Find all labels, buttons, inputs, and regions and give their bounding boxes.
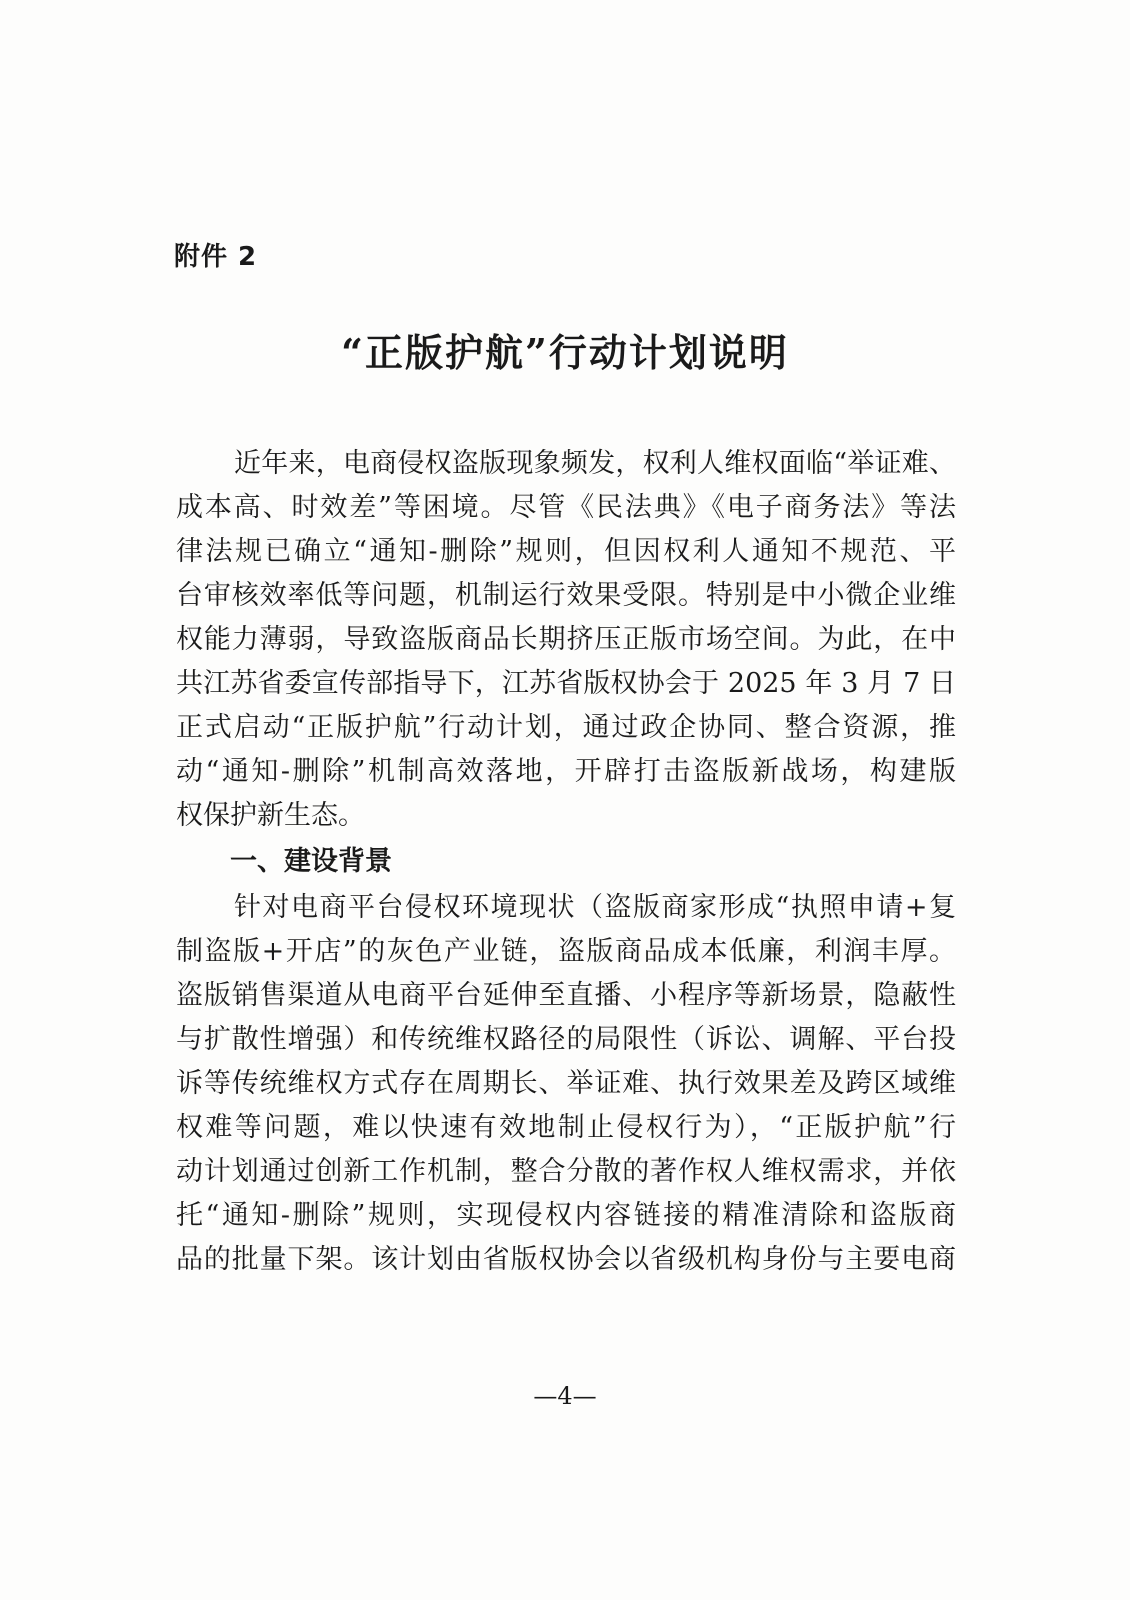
paragraph-line: 制盗版+开店”的灰色产业链，盗版商品成本低廉，利润丰厚。 [176,936,956,967]
paragraph-line: 权保护新生态。 [176,800,365,831]
attachment-label: 附件 2 [174,242,258,272]
paragraph-line: 台审核效率低等问题，机制运行效果受限。特别是中小微企业维 [176,580,956,611]
paragraph-line: 品的批量下架。该计划由省版权协会以省级机构身份与主要电商 [176,1244,956,1275]
paragraph-line: 权难等问题，难以快速有效地制止侵权行为），“正版护航”行 [176,1112,956,1143]
paragraph-line: 权能力薄弱，导致盗版商品长期挤压正版市场空间。为此，在中 [176,624,956,655]
paragraph-line: 与扩散性增强）和传统维权路径的局限性（诉讼、调解、平台投 [176,1024,956,1055]
paragraph-line: 盗版销售渠道从电商平台延伸至直播、小程序等新场景，隐蔽性 [176,980,956,1011]
paragraph-line: 正式启动“正版护航”行动计划，通过政企协同、整合资源，推 [176,712,956,743]
document-title: “正版护航”行动计划说明 [341,330,789,375]
paragraph-line: 动计划通过创新工作机制，整合分散的著作权人维权需求，并依 [176,1156,956,1187]
paragraph-line: 律法规已确立“通知-删除”规则，但因权利人通知不规范、平 [176,536,956,567]
paragraph-line: 动“通知-删除”机制高效落地，开辟打击盗版新战场，构建版 [176,756,956,787]
paragraph-line: 托“通知-删除”规则，实现侵权内容链接的精准清除和盗版商 [176,1200,956,1231]
page-number: —4— [533,1382,597,1410]
paragraph-line: 诉等传统维权方式存在周期长、举证难、执行效果差及跨区域维 [176,1068,956,1099]
section-heading: 一、建设背景 [230,846,392,877]
paragraph-line: 近年来，电商侵权盗版现象频发，权利人维权面临“举证难、 [234,448,956,479]
paragraph-line: 共江苏省委宣传部指导下，江苏省版权协会于 2025 年 3 月 7 日 [176,668,956,699]
paragraph-line: 成本高、时效差”等困境。尽管《民法典》《电子商务法》等法 [176,492,956,523]
paragraph-line: 针对电商平台侵权环境现状（盗版商家形成“执照申请+复 [234,892,956,923]
